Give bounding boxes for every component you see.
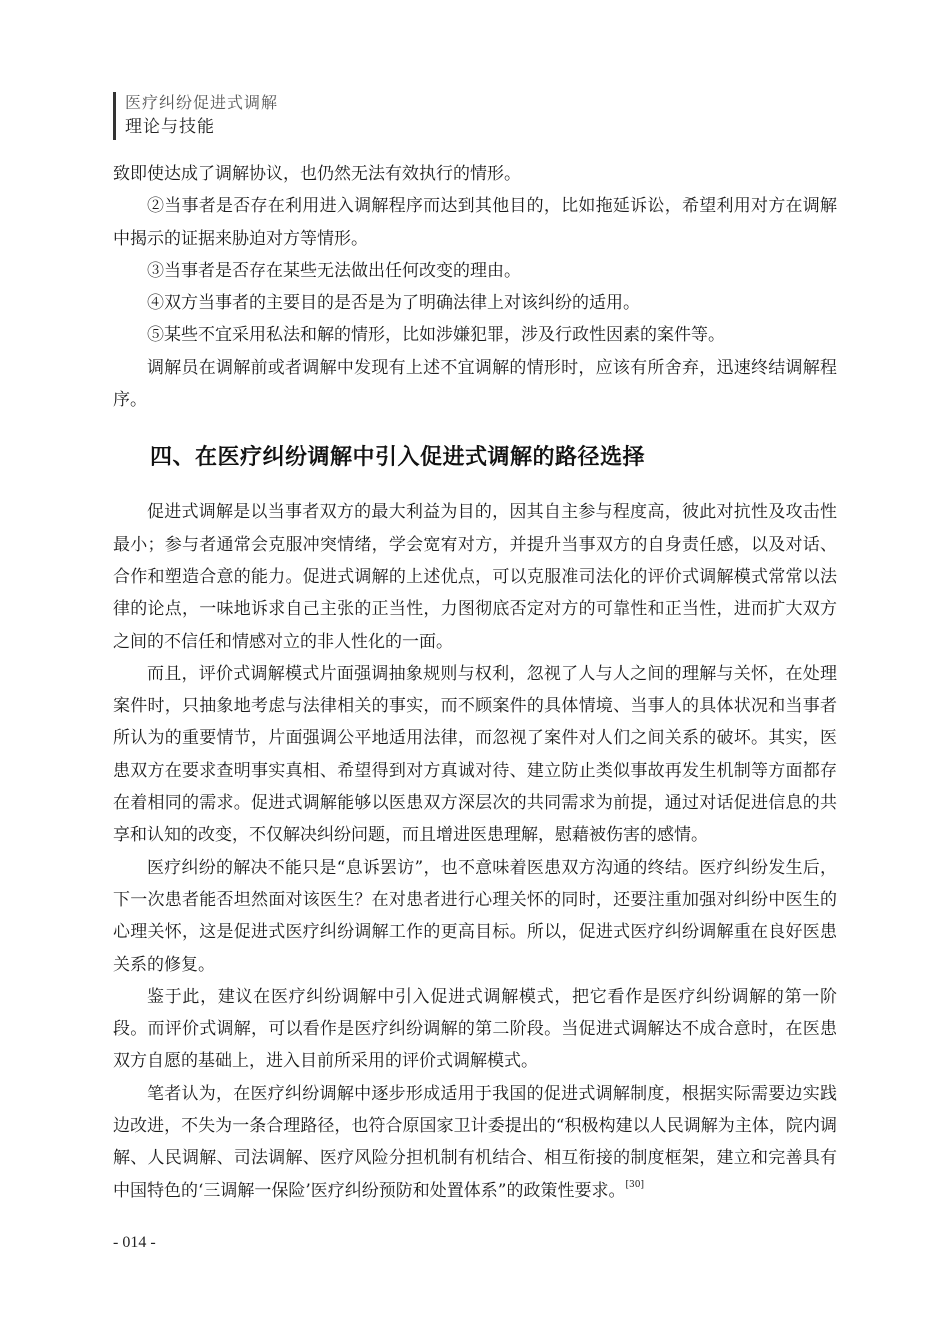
paragraph: 医疗纠纷的解决不能只是“息诉罢访”，也不意味着医患双方沟通的终结。医疗纠纷发生后，下一次患者能否坦然面对该医生？在对患者进行心理关怀的同时，还要注重加强对纠纷中医生的心理关怀，这是促进式医疗纠纷调解工作的更高目标。所以，促进式医疗纠纷调解重在良好医患关系的修复。: [113, 857, 837, 975]
page-body: [113, 158, 837, 1207]
list-item-2: ②当事者是否存在利用进入调解程序而达到其他目的，比如拖延诉讼，希望利用对方在调解中揭示的证据来胁迫对方等情形。: [113, 196, 837, 249]
paragraph: 而且，评价式调解模式片面强调抽象规则与权利，忽视了人与人之间的理解与关怀，在处理案件时，只抽象地考虑与法律相关的事实，而不顾案件的具体情境、当事人的具体状况和当事者所认为的重要情节，片面强调公平地适用法律，而忽视了案件对人们之间关系的破坏。其实，医患双方在要求查明事实真相、希望得到对方真诚对待、建立防止类似事故再发生机制等方面都存在着相同的需求。促进式调解能够以医患双方深层次的共同需求为前提，通过对话促进信息的共享和认知的改变，不仅解决纠纷问题，而且增进医患理解，慰藉被伤害的感情。: [113, 663, 837, 846]
paragraph: 促进式调解是以当事者双方的最大利益为目的，因其自主参与程度高，彼此对抗性及攻击性最小；参与者通常会克服冲突情绪，学会宽宥对方，并提升当事双方的自身责任感，以及对话、合作和塑造合意的能力。促进式调解的上述优点，可以克服准司法化的评价式调解模式常常以法律的论点，一味地诉求自己主张的正当性，力图彻底否定对方的可靠性和正当性，进而扩大双方之间的不信任和情感对立的非人性化的一面。: [113, 502, 837, 652]
paragraph: 鉴于此，建议在医疗纠纷调解中引入促进式调解模式，把它看作是医疗纠纷调解的第一阶段。而评价式调解，可以看作是医疗纠纷调解的第二阶段。当促进式调解达不成合意时，在医患双方自愿的基础上，进入目前所采用的评价式调解模式。: [113, 986, 837, 1072]
list-item-4: ④双方当事者的主要目的是否是为了明确法律上对该纠纷的适用。: [147, 293, 640, 314]
page-number: - 014 -: [113, 1234, 156, 1251]
section-heading: 四、在医疗纠纷调解中引入促进式调解的路径选择: [150, 445, 646, 471]
list-item-3: ③当事者是否存在某些无法做出任何改变的理由。: [147, 260, 521, 281]
paragraph-final: [113, 1078, 837, 1207]
paragraph-continuation: 致即使达成了调解协议，也仍然无法有效执行的情形。: [113, 164, 521, 184]
list-item-5: ⑤某些不宜采用私法和解的情形，比如涉嫌犯罪，涉及行政性因素的案件等。: [147, 325, 725, 346]
running-head: [113, 92, 278, 140]
paragraph: 调解员在调解前或者调解中发现有上述不宜调解的情形时，应该有所舍弃，迅速终结调解程序。: [113, 357, 837, 411]
paragraph-final-text: 笔者认为，在医疗纠纷调解中逐步形成适用于我国的促进式调解制度，根据实际需要边实践边改进，不失为一条合理路径，也符合原国家卫计委提出的“积极构建以人民调解为主体，院内调解、人民调解、司法调解、医疗风险分担机制有机结合、相互衔接的制度框架，建立和完善具有中国特色的‘三调解一保险’医疗纠纷预防和处置体系”的政策性要求。: [113, 1083, 837, 1201]
citation-reference: [30]: [625, 1179, 644, 1190]
book-subtitle: 理论与技能: [125, 117, 215, 137]
book-title: 医疗纠纷促进式调解: [125, 93, 279, 112]
